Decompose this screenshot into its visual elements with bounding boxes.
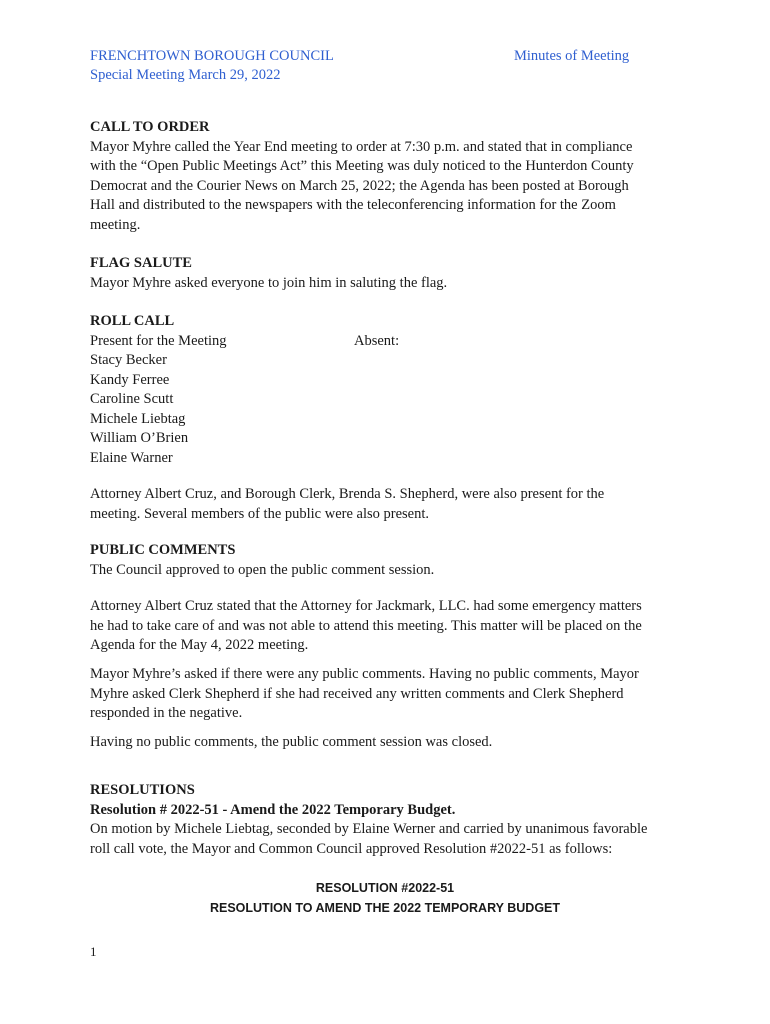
also-present-line: meeting. Several members of the public were also present. <box>90 505 430 522</box>
header-council: FRENCHTOWN BOROUGH COUNCIL <box>90 48 334 64</box>
call-to-order-line: Hall and distributed to the newspapers with the teleconferencing information for the Zoom <box>90 197 616 213</box>
public-comment-paragraph-1 <box>90 597 680 656</box>
paragraph-line: Myhre asked Clerk Shepherd if she had received any written comments and Clerk Shepherd <box>90 685 624 702</box>
absent-label: Absent: <box>354 332 400 349</box>
motion-line: On motion by Michele Liebtag, seconded by Elaine Werner and carried by unanimous favorable <box>90 821 648 837</box>
present-member: William O’Brien <box>90 430 189 446</box>
paragraph-line: Attorney Albert Cruz stated that the Attorney for Jackmark, LLC. had some emergency matters <box>90 598 642 614</box>
page-number: 1 <box>90 944 97 959</box>
call-to-order-line: meeting. <box>90 216 141 233</box>
call-to-order-heading: CALL TO ORDER <box>90 119 210 135</box>
resolution-name-title: RESOLUTION TO AMEND THE 2022 TEMPORARY BUDGET <box>209 901 561 915</box>
section-flag-salute <box>90 254 680 293</box>
paragraph-line: he had to take care of and was not able to attend this meeting. This matter will be placed on the <box>90 617 642 634</box>
flag-salute-heading: FLAG SALUTE <box>90 255 192 271</box>
paragraph-line: Having no public comments, the public comment session was closed. <box>90 734 493 750</box>
public-comments-heading: PUBLIC COMMENTS <box>90 542 236 558</box>
public-comments-opened: The Council approved to open the public comment session. <box>90 561 435 578</box>
motion-line: roll call vote, the Mayor and Common Council approved Resolution #2022-51 as follows: <box>90 840 613 857</box>
present-member: Caroline Scutt <box>90 391 174 407</box>
paragraph-line: responded in the negative. <box>90 705 243 721</box>
paragraph-line: Agenda for the May 4, 2022 meeting. <box>90 637 309 653</box>
call-to-order-line: with the “Open Public Meetings Act” this Meeting was duly noticed to the Hunterdon County <box>90 158 634 174</box>
present-member: Kandy Ferree <box>90 371 170 388</box>
public-comment-paragraph-2 <box>90 665 680 724</box>
also-present-paragraph <box>90 485 680 524</box>
call-to-order-line: Mayor Myhre called the Year End meeting to order at 7:30 p.m. and stated that in compliance <box>90 138 633 155</box>
call-to-order-line: Democrat and the Courier News on March 25, 2022; the Agenda has been posted at Borough <box>90 177 629 194</box>
resolution-subheading: Resolution # 2022-51 - Amend the 2022 Temporary Budget. <box>90 801 456 818</box>
paragraph-line: Mayor Myhre’s asked if there were any public comments. Having no public comments, Mayor <box>90 666 639 682</box>
present-member: Elaine Warner <box>90 449 173 466</box>
section-call-to-order <box>90 118 680 235</box>
present-member: Stacy Becker <box>90 352 167 368</box>
resolution-number-title: RESOLUTION #2022-51 <box>315 881 455 895</box>
present-label: Present for the Meeting <box>90 332 227 349</box>
section-resolutions <box>90 781 680 859</box>
flag-salute-text: Mayor Myhre asked everyone to join him in saluting the flag. <box>90 274 448 291</box>
header-meeting-date: Special Meeting March 29, 2022 <box>90 67 281 83</box>
present-member: Michele Liebtag <box>90 410 186 427</box>
resolutions-heading: RESOLUTIONS <box>90 782 195 798</box>
also-present-line: Attorney Albert Cruz, and Borough Clerk, Brenda S. Shepherd, were also present for the <box>90 486 605 502</box>
section-public-comments <box>90 541 680 580</box>
header-minutes: Minutes of Meeting <box>514 48 630 64</box>
public-comment-closed <box>90 733 680 753</box>
roll-call-heading: ROLL CALL <box>90 313 175 329</box>
